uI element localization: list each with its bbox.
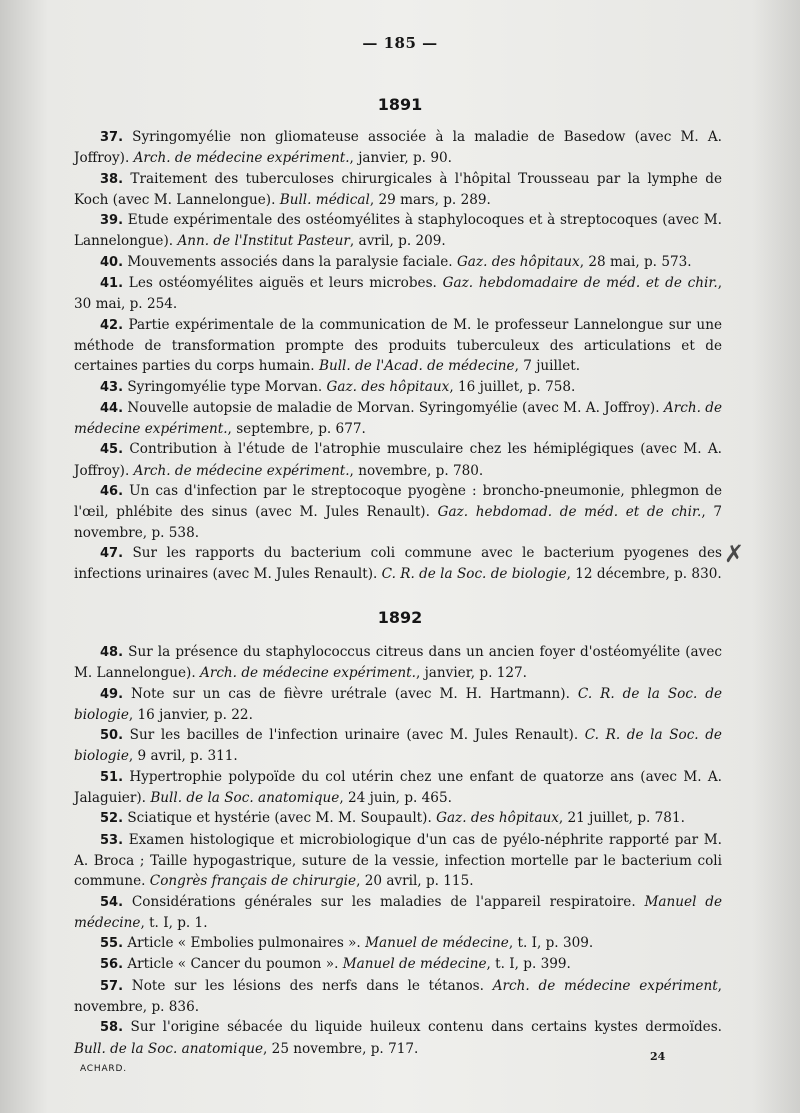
entry-source: Gaz. des hôpitaux <box>326 378 450 395</box>
bibliography-entry <box>74 954 722 975</box>
page-number: — 185 — <box>362 34 438 52</box>
entry-source: Gaz. des hôpitaux <box>436 810 559 827</box>
bibliography-entry <box>74 252 722 273</box>
entry-number: 46. <box>100 484 124 500</box>
entry-number: 54. <box>100 894 124 910</box>
bibliography-entry <box>74 808 722 829</box>
entry-source: Arch. de médecine expériment. <box>200 665 416 682</box>
bibliography-entry <box>74 767 722 809</box>
entry-number: 41. <box>100 276 124 292</box>
entry-source: C. R. de la Soc. de biologie <box>74 727 722 765</box>
entry-details: , t. I, p. 399. <box>486 956 571 973</box>
bibliography-entry <box>74 210 722 252</box>
year-heading-1892: 1892 <box>377 608 423 627</box>
entry-details: , 9 avril, p. 311. <box>128 748 238 765</box>
entry-number: 49. <box>100 686 124 702</box>
entry-title: Nouvelle autopsie de maladie de Morvan. Syringomyélie (avec M. A. Joffroy). <box>127 399 660 416</box>
entry-source: Arch. de médecine expériment. <box>133 462 350 479</box>
entry-source: Congrès français de chirurgie <box>149 873 357 890</box>
bibliography-entry <box>74 481 722 543</box>
bibliography-entry <box>74 169 722 211</box>
entry-number: 48. <box>100 645 124 660</box>
printer-signature: ACHARD. <box>80 1064 127 1074</box>
entry-number: 45. <box>100 442 124 458</box>
bibliography-entry <box>74 976 722 1018</box>
entry-number: 53. <box>100 832 124 848</box>
entry-details: , 7 novembre, p. 538. <box>74 504 722 541</box>
entry-title: Un cas d'infection par le streptocoque pyogène : broncho-pneumonie, phlegmon de l'œil, phlébite des sinus (avec M. Jules Renault). <box>74 483 722 521</box>
entry-source: Gaz. hebdomad. de méd. et de chir. <box>437 504 702 521</box>
entry-title: Hypertrophie polypoïde du col utérin chez une enfant de quatorze ans (avec M. A. Jalaguier). <box>74 768 722 807</box>
entry-number: 56. <box>100 957 124 973</box>
entry-source: Gaz. hebdomadaire de méd. et de chir. <box>442 275 718 292</box>
entry-source: Bull. de l'Acad. de médecine <box>318 358 515 375</box>
entry-title: Les ostéomyélites aiguës et leurs microbes. <box>128 275 437 292</box>
entry-details: , septembre, p. 677. <box>227 421 366 438</box>
entry-title: Article « Cancer du poumon ». <box>127 956 339 973</box>
entry-number: 40. <box>100 254 124 270</box>
entry-source: Bull. médical <box>279 191 370 208</box>
entry-details: , 16 juillet, p. 758. <box>449 378 576 395</box>
entry-number: 39. <box>100 213 124 229</box>
bibliography-entry <box>74 127 722 169</box>
bibliography-entry <box>74 830 722 892</box>
entry-title: Sur les bacilles de l'infection urinaire (avec M. Jules Renault). <box>129 727 579 744</box>
bibliography-entry <box>74 725 722 767</box>
entry-source: Arch. de médecine expériment. <box>133 150 350 167</box>
entry-title: Note sur les lésions des nerfs dans le tétanos. <box>131 977 484 994</box>
entry-source: C. R. de la Soc. de biologie <box>381 566 567 583</box>
entry-number: 51. <box>100 769 124 785</box>
entry-title: Syringomyélie non gliomateuse associée à la maladie de Basedow (avec M. A. Joffroy). <box>74 129 722 167</box>
entry-details: , janvier, p. 127. <box>415 665 527 682</box>
entry-number: 57. <box>100 978 124 994</box>
entry-title: Contribution à l'étude de l'atrophie musculaire chez les hémiplégiques (avec M. A. Joffroy). <box>74 441 722 479</box>
entry-details: , t. I, p. 309. <box>508 935 594 952</box>
entry-title: Sur les rapports du bacterium coli commune avec le bacterium pyogenes des infections urinaires (avec M. Jules Renault). <box>74 544 722 583</box>
entry-source: Bull. de la Soc. anatomique <box>150 790 340 807</box>
entry-details: , 30 mai, p. 254. <box>74 275 723 313</box>
entry-details: , 25 novembre, p. 717. <box>263 1040 419 1057</box>
entry-details: , novembre, p. 836. <box>74 977 722 1016</box>
entry-title: Sur la présence du staphylococcus citreus dans un ancien foyer d'ostéomyélite (avec M. Lannelongue). <box>74 644 722 682</box>
bibliography-entry <box>74 543 722 585</box>
year-heading-1891: 1891 <box>377 95 423 114</box>
entry-details: , 24 juin, p. 465. <box>339 790 452 807</box>
entry-details: , 20 avril, p. 115. <box>356 873 474 890</box>
entry-number: 42. <box>100 317 124 333</box>
entry-title: Examen histologique et microbiologique d'un cas de pyélo-néphrite rapporté par M. A. Broca ; Taille hypogastrique, suture de la vessie, infection mortelle par le bacterium coli commune. <box>74 831 722 890</box>
bibliography-entry <box>74 398 722 440</box>
entry-number: 58. <box>100 1020 124 1036</box>
entry-title: Partie expérimentale de la communication de M. le professeur Lannelongue sur une méthode de transformation prompte des produits tuberculeux des articulations et de certaines parties du corps humain. <box>74 316 722 375</box>
entry-source: Manuel de médecine <box>74 893 722 931</box>
entry-title: Considérations générales sur les maladies de l'appareil respiratoire. <box>131 893 636 910</box>
entry-details: , 7 juillet. <box>514 358 581 375</box>
entry-title: Syringomyélie type Morvan. <box>127 378 323 395</box>
entry-title: Mouvements associés dans la paralysie faciale. <box>127 253 453 270</box>
bibliography-entry <box>74 642 722 684</box>
sheet-number: 24 <box>650 1050 666 1063</box>
entry-title: Article « Embolies pulmonaires ». <box>127 935 361 952</box>
entry-source: Arch. de médecine expériment. <box>74 399 722 438</box>
entry-list-1891 <box>74 127 722 585</box>
entry-source: Ann. de l'Institut Pasteur <box>177 233 350 250</box>
entry-source: Gaz. des hôpitaux <box>456 253 580 270</box>
entry-number: 50. <box>100 728 124 744</box>
entry-title: Sur l'origine sébacée du liquide huileux contenu dans certains kystes dermoïdes. <box>130 1019 723 1036</box>
entry-details: , janvier, p. 90. <box>349 150 452 167</box>
entry-number: 37. <box>100 130 124 145</box>
bibliography-entry <box>74 933 722 954</box>
entry-number: 55. <box>100 936 124 952</box>
bibliography-entry <box>74 1017 722 1059</box>
entry-details: , 16 janvier, p. 22. <box>128 706 253 723</box>
handwritten-margin-mark: ✗ <box>724 540 745 568</box>
entry-title: Note sur un cas de fièvre urétrale (avec M. H. Hartmann). <box>131 685 570 702</box>
entry-number: 44. <box>100 400 124 416</box>
entry-number: 38. <box>100 171 124 187</box>
entry-details: , 29 mars, p. 289. <box>369 191 491 208</box>
entry-source: Bull. de la Soc. anatomique <box>74 1040 264 1057</box>
entry-number: 47. <box>100 545 124 561</box>
entry-title: Traitement des tuberculoses chirurgicales à l'hôpital Trousseau par la lymphe de Koch (avec M. Lannelongue). <box>74 170 722 208</box>
entry-details: , avril, p. 209. <box>349 233 446 250</box>
entry-list-1892 <box>74 642 722 1059</box>
bibliography-entry <box>74 684 722 726</box>
entry-number: 43. <box>100 379 124 395</box>
entry-details: , 28 mai, p. 573. <box>579 253 692 270</box>
bibliography-entry <box>74 315 722 377</box>
entry-details: , t. I, p. 1. <box>140 914 208 931</box>
bibliography-entry <box>74 377 722 398</box>
bibliography-entry <box>74 892 722 934</box>
entry-source: Manuel de médecine <box>342 956 487 973</box>
entry-title: Sciatique et hystérie (avec M. M. Soupault). <box>127 810 432 827</box>
entry-source: C. R. de la Soc. de biologie <box>74 685 722 723</box>
bibliography-entry <box>74 439 722 481</box>
entry-details: , 21 juillet, p. 781. <box>558 810 685 827</box>
entry-title: Etude expérimentale des ostéomyélites à staphylocoques et à streptocoques (avec M. Lannelongue). <box>74 212 722 250</box>
entry-source: Manuel de médecine <box>365 935 509 952</box>
entry-details: , 12 décembre, p. 830. <box>566 566 722 583</box>
entry-number: 52. <box>100 811 124 827</box>
bibliography-entry <box>74 273 722 315</box>
entry-details: , novembre, p. 780. <box>349 462 484 479</box>
entry-source: Arch. de médecine expériment <box>492 977 718 994</box>
